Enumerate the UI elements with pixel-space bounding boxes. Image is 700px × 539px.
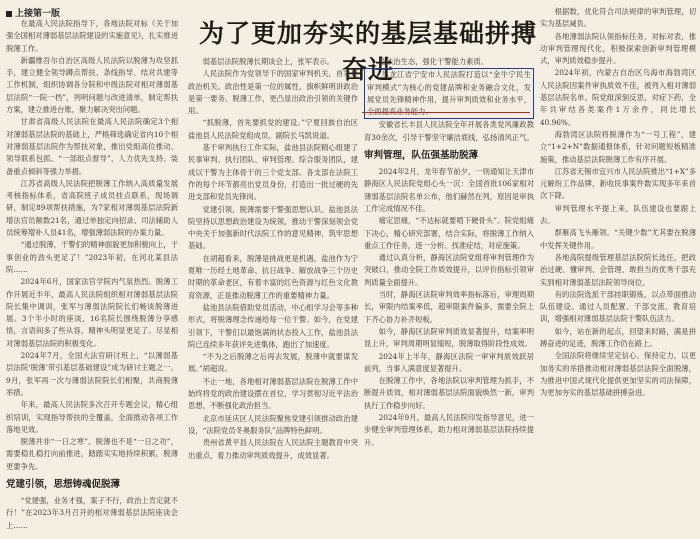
paragraph: 安徽省长丰县人民法院全年开展各类党风廉政教育30余次，引导干警坚守廉洁底线，弘扬清风正气。 xyxy=(364,120,534,142)
paragraph: “党建强，业务才强，案子不行，政治上肯定就不行！”在2023年3月召开的相对薄弱基层法院座谈会上…… xyxy=(6,495,178,530)
paragraph: 海勃湾区法院将脱薄作为“一号工程”，建立“1+2+N”数据通报体系，针对问题短板精准施策，推动基层法院脱薄工作有序开展。 xyxy=(540,129,696,164)
column-2 xyxy=(188,56,358,539)
paragraph: 2024年上半年，静海区法院一审审判质效跃居前列，当事人满意度显著提升。 xyxy=(364,351,534,373)
paragraph: 基于审判执行工作实际，盐池县法院精心组建了民事审判、执行团队、审判管理、综合服务团队，建成以干警为主体骨干的三个党支部。各支部在法院工作的每个环节都亮出党员身份，打造出一批过硬的先进支部和党员先锋岗。 xyxy=(188,143,358,202)
paragraph: 各地薄弱法院认领指标任务，对标对表，推动审判管理现代化，积极探索创新审判管理模式，审判质效稳步提升。 xyxy=(540,31,696,66)
paragraph: 党建引领，脱薄需要干警强思想认识。盐池县法院坚持以思想政治建设为统领，推动干警深刻领会党中央关于加强新时代法院工作的意见精神，筑牢思想基础。 xyxy=(188,204,358,251)
paragraph: 弱基层法院脱薄长期谈会上，张军表示。 xyxy=(202,57,334,66)
paragraph: 痛定思痛，“不达标就要啃下硬骨头”。院党组痛下决心，精心研究部署，结合实际，将脱薄工作纳入重点工作任务，逐一分析、找准症结，对症施策。 xyxy=(364,216,534,250)
paragraph: 型法治生态，强化干警能力素质。 xyxy=(378,57,489,66)
highlighted-paragraph: 黑龙江省宁安市人民法院打造以“金牛宁民生审判模式”为核心的党建品牌和业务融合文化，发展党员先锋精神作用，提升审判质效和业务水平，全面提高业务能力。 xyxy=(364,68,534,119)
paragraph: 脱薄并非“一日之寒”。脱薄也不是“一日之功”，需要稳扎稳打向前推进，踏踏实实地持续积累，脱薄更要争先。 xyxy=(6,437,178,471)
paragraph: 在胡超看来，脱薄是挑战更是机遇。盐池作为宁夏唯一历经土地革命、抗日战争、解放战争三个历史时期的革命老区，有着丰富的红色资源与红色文化教育资源，正是推动脱薄工作的重要精神力量。 xyxy=(188,253,358,300)
paragraph: 2024年6月，国家法官学院内气氛热烈。脱薄工作开展近半年，最高人民法院组织相对薄弱基层法院院长集中调训，张军与薄弱法院院长们畅谈脱薄进展。3个半小时的座谈，16名院长围绕脱薄分享感悟，言语间多了些从容，精神头明显更足了。尽显相对薄弱基层法院的积极变化。 xyxy=(6,277,178,348)
paragraph: 如今，静海区法院审判质效显著提升，结案率明显上升，审判周期明显缩短，脱薄取得阶段性成效。 xyxy=(364,326,534,349)
paragraph: 甘肃省高级人民法院在最高人民法院确定3个相对薄弱基层法院的基础上，严格筛选确定省内10个相对薄弱基层法院作为帮扶对象，推出党组高位推动、领导联系包抓、“一部组点督导”、人力优先支持、装备重点倾斜等强力举措。 xyxy=(6,117,178,176)
paragraph: 全国法院将继续坚定信心、保持定力，以更加务实的举措推动相对薄弱基层法院全面脱薄，为推进中国式现代化提供更加坚实的司法保障，为更加夯实的基层基础拼搏奋进。 xyxy=(540,351,696,398)
paragraph: 2024年9月，最高人民法院印发指导意见，进一步健全审判管理体系，助力相对薄弱基层法院持续提升。 xyxy=(364,413,534,447)
paragraph: 在最高人民法院指导下，各地法院对标《关于加强全国相对薄弱基层法院建设的实施意见》，扎实推进脱薄工作。 xyxy=(6,19,178,53)
paragraph: 2024年2月，龙年春节前夕，一则通知让天津市静海区人民法院党组心头一沉：全国首批106家相对薄弱基层法院名单公布，他们赫然在列，原因是审执工作完成情况不佳。 xyxy=(364,167,534,213)
continued-label: 上接第一版 xyxy=(6,6,60,19)
paragraph: 盐池县法院借助党员活动，中心组学习会等多种形式，将脱薄理念传递给每一位干警。如今，在党建引领下，干警们以最饱满的状态投入工作，盐池县法院已连续多年获评先进集体，跑出了加速度。 xyxy=(188,302,358,349)
paragraph: 不止一地，各地相对薄弱基层法院在脱薄工作中始终将党的政治建设摆在首位，学习贯彻习近平法治思想，不断强化政治担当。 xyxy=(188,376,358,411)
paragraph: 北京市延庆区人民法院聚焦党建引领推动政治建设，“法院党员冬奥服务队”品牌特色鲜明。 xyxy=(188,413,358,435)
paragraph: 如今，站在新的起点，回望来时路，满是拼搏奋进的足迹，脱薄工作仍在路上。 xyxy=(540,326,696,349)
paragraph: 审判管理水平提上来，队伍建设也要跟上去。 xyxy=(540,203,696,226)
column-4 xyxy=(540,6,696,539)
paragraph: 贵州省黄平县人民法院在人民法院主题教育中突出重点，着力推动审判质效提升，成效显著。 xyxy=(188,438,358,460)
paragraph: 江苏省无锡市宜兴市人民法院推出“1+X”多元解纷工作品牌，新收民事案件数实现多年来首次下降。 xyxy=(540,166,696,201)
paragraph: 当时，静海区法院审判效率指标落后，审理周期长，审限内结案率低，超审限案件偏多，需要全院上下齐心协力补齐短板。 xyxy=(364,290,534,324)
paragraph: 根据数，优化符合司法规律的审判管理，切实为基层减负。 xyxy=(540,7,696,29)
paragraph: 新疆维吾尔自治区高级人民法院以脱薄为攻坚抓手，建立健全领导蹲点帮扶、条线指导、结对共建等工作机制，组织协调各分院和中级法院对相对薄弱基层法院“一院一档”，列明问题与改进清单，制定帮扶方案，建立推进台账，聚力解决突出问题。 xyxy=(6,55,178,115)
column-1 xyxy=(6,18,178,539)
paragraph: 人民法院作为党领导下的国家审判机关，首先是政治机关。政治性是第一位的属性，旗帜鲜明讲政治是第一要务。脱薄工作，更凸显出政治引领的关键作用。 xyxy=(188,69,358,116)
article-title: 为了更加夯实的基层基础拼搏奋进 xyxy=(198,19,537,84)
section-heading: 党建引领，思想铸魂促脱薄 xyxy=(6,478,121,490)
paragraph: 各地高院提级管理基层法院院长选任，把政治过硬、懂审判、会管理、敢担当的优秀干部充实到相对薄弱基层法院领导岗位。 xyxy=(540,252,696,287)
paragraph: “不为之后脱薄之后再去发展，脱薄中就要谋发展。”胡超说。 xyxy=(188,352,358,374)
paragraph: 群雁高飞头雁领。“关键少数”尤其要在脱薄中发挥关键作用。 xyxy=(540,228,696,250)
paragraph: 通过认真分析，静海区法院党组将审判管理作为突破口，推动全院工作质效提升，以评价指标引领审判质量全面提升。 xyxy=(364,253,534,287)
paragraph: “抓脱薄，首先要抓党的建设。”宁夏回族自治区盐池县人民法院党组成员、副院长马凯说道。 xyxy=(188,118,358,140)
paragraph: 年来，最高人民法院多次召开专题会议，精心组织培训，实现指导帮扶的全覆盖，全面推动各项工作落地见效。 xyxy=(6,400,178,434)
section-heading: 审判管理，队伍强基助脱薄 xyxy=(364,150,479,162)
column-3 xyxy=(364,56,534,539)
paragraph: 江苏省高级人民法院把脱薄工作纳入高质量发展考核指标体系，省高院班子成员挂点联系，现场调研，制定89项帮扶措施，为7家相对薄弱基层法院新增法官员额数21名，通过单独定向招录、司法辅助人员统筹增补人员41名，增强薄弱法院的办案力量。 xyxy=(6,178,178,238)
paragraph: 在脱薄工作中，各地法院以审判管理为抓手，不断提升质效，相对薄弱基层法院面貌焕然一新，审判执行工作稳步向好。 xyxy=(364,376,534,410)
paragraph: 有的法院选派干部挂职锻炼，以点带面推动队伍建设。通过人员配置、干部交流、教育培训，增强相对薄弱基层法院干警队伍活力。 xyxy=(540,289,696,324)
red-underline xyxy=(362,112,530,113)
paragraph: 2024年7月，全国大法官研讨班上，“以薄弱基层法院‘脱薄’带引基层基础建设”成为研讨主题之一。9月，张军再一次与薄弱法院院长们相聚，共商脱薄举措。 xyxy=(6,351,178,397)
paragraph: “通过脱薄，干警们的精神面貌更加积极向上，干事创业的劲头更足了！”2023年初，在河北某县法院…… xyxy=(6,240,178,274)
paragraph: 2024年初，内蒙古自治区乌海市海勃湾区人民法院因案件审执质效不佳，被列入相对薄弱基层法院名单。院党组深刻反思，对症下药，全年共审结各类案件1万余件，同比增长40.96%。 xyxy=(540,68,696,127)
